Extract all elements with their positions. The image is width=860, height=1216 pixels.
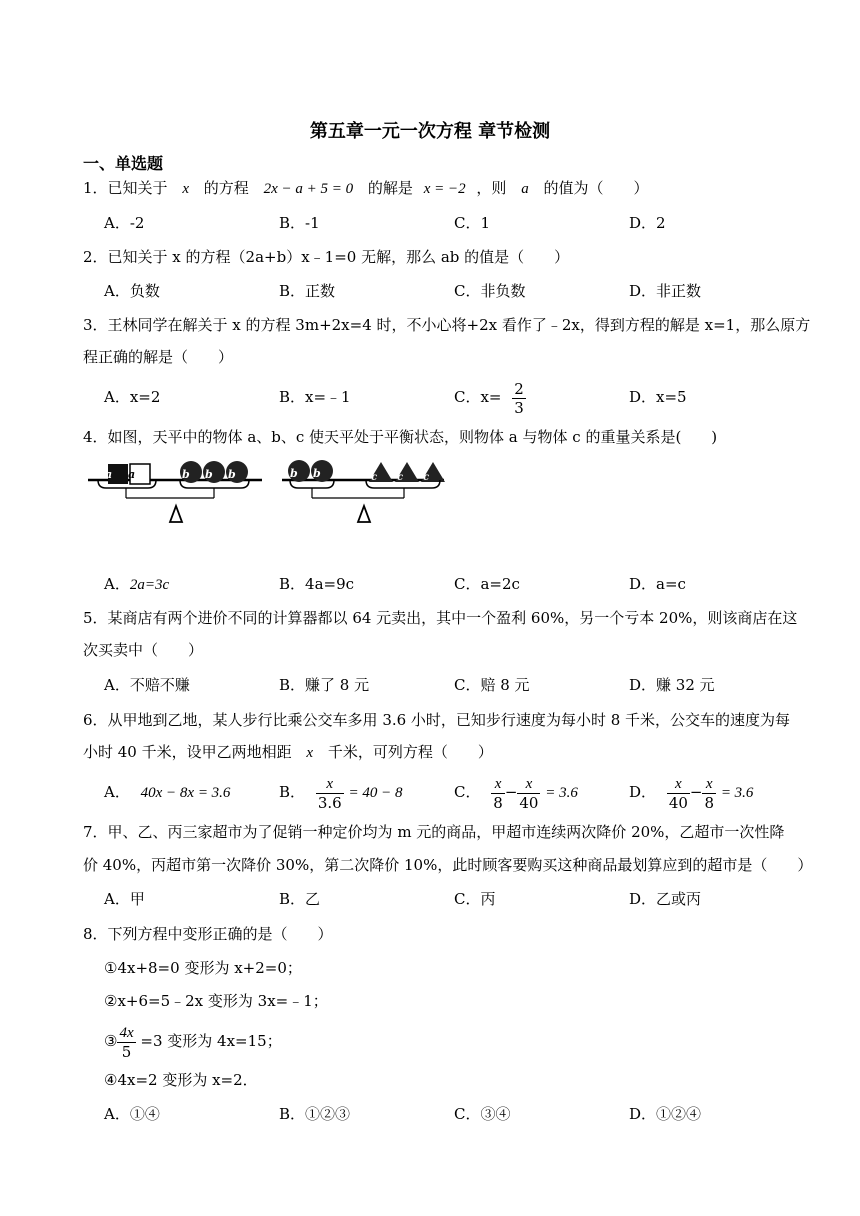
left-balance xyxy=(88,461,262,522)
q6-option-b-rhs: = 40 − 8 xyxy=(348,785,403,801)
q6-option-b xyxy=(279,772,402,813)
q2-option-a: A．负数 xyxy=(104,282,160,300)
q5-option-c: C．赔 8 元 xyxy=(454,676,530,694)
q4-option-c: C．a=2c xyxy=(454,575,520,593)
q3-option-c-label: C．x= xyxy=(454,388,502,406)
right-fulcrum xyxy=(358,506,370,522)
right-balance xyxy=(282,460,445,522)
section-heading: 一、单选题 xyxy=(83,154,164,173)
label-b-3: b xyxy=(228,468,236,481)
q3-option-d: D．x=5 xyxy=(629,388,687,406)
q1-text-e: 的值为（ ） xyxy=(543,179,649,197)
q7-option-c: C．丙 xyxy=(454,890,496,908)
q6-option-d-label: D． xyxy=(629,783,657,801)
q6-option-b-frac xyxy=(316,775,344,812)
q6-option-c-frac-1 xyxy=(491,775,505,812)
label-c-1: c xyxy=(371,472,378,483)
q6-option-a xyxy=(104,782,230,803)
left-fulcrum xyxy=(170,506,182,522)
q6-option-d-frac-2 xyxy=(702,775,716,812)
label-b-1: b xyxy=(182,468,190,481)
q6-d-minus: − xyxy=(689,783,703,801)
q1-solution: x = −2 xyxy=(423,181,466,197)
q6-b-num: x xyxy=(316,775,344,794)
q6-option-c xyxy=(454,772,578,813)
q1-option-c: C．1 xyxy=(454,214,491,232)
q6-d2-num: x xyxy=(702,775,716,794)
label-c-3: c xyxy=(423,472,430,483)
label-a-2: a xyxy=(128,468,136,481)
q3-option-b: B．x=﹣1 xyxy=(279,388,351,406)
q8-s3-text: =3 变形为 4x=15； xyxy=(140,1032,282,1050)
q2-option-b: B．正数 xyxy=(279,282,336,300)
q1-option-d: D．2 xyxy=(629,214,666,232)
q1-text-b: 的方程 xyxy=(203,179,249,197)
question-8: 8．下列方程中变形正确的是（ ） xyxy=(83,925,333,943)
q8-option-b: B．①②③ xyxy=(279,1105,351,1123)
q1-var-a: a xyxy=(521,181,529,197)
q6-c2-den: 40 xyxy=(519,793,539,812)
q3-option-a: A．x=2 xyxy=(104,388,161,406)
q6-d1-den: 40 xyxy=(668,793,688,812)
q6-line2-text-b: 千米，可列方程（ ） xyxy=(327,743,493,761)
label-a-1: a xyxy=(105,468,113,481)
balance-figure xyxy=(86,458,448,530)
q3-fraction xyxy=(512,380,526,417)
label-b-2: b xyxy=(205,468,213,481)
q1-equation: 2x − a + 5 = 0 xyxy=(263,181,354,197)
q8-statement-1: ①4x+8=0 变形为 x+2=0； xyxy=(104,959,302,977)
page-title: 第五章一元一次方程 章节检测 xyxy=(309,121,551,142)
q1-var-x: x xyxy=(182,181,190,197)
q1-number: 1． xyxy=(83,179,108,197)
q8-s3-fraction xyxy=(117,1024,135,1061)
q8-s3-num: 4x xyxy=(119,1024,134,1041)
q7-option-d: D．乙或丙 xyxy=(629,890,702,908)
q6-c1-num: x xyxy=(491,775,505,794)
q8-option-d: D．①②④ xyxy=(629,1105,702,1123)
q5-option-b: B．赚了 8 元 xyxy=(279,676,370,694)
q6-option-d-frac-1 xyxy=(667,775,690,812)
q2-option-d: D．非正数 xyxy=(629,282,702,300)
q7-option-a: A．甲 xyxy=(104,890,145,908)
q4-option-a-label: A． xyxy=(104,575,130,593)
question-2: 2．已知关于 x 的方程（2a+b）x﹣1=0 无解，那么 ab 的值是（ ） xyxy=(83,248,570,266)
q6-option-d-rhs: = 3.6 xyxy=(720,785,754,801)
q6-option-c-rhs: = 3.6 xyxy=(545,785,578,801)
q8-option-a: A．①④ xyxy=(104,1105,160,1123)
q8-statement-2: ②x+6=5﹣2x 变形为 3x=﹣1； xyxy=(104,992,328,1010)
q6-option-c-label: C． xyxy=(454,783,481,801)
q8-s3-marker: ③ xyxy=(104,1032,118,1050)
q1-text-a: 已知关于 xyxy=(107,179,168,197)
question-6-line-2 xyxy=(83,742,493,763)
q3-fraction-num: 2 xyxy=(514,379,524,398)
q1-text-d: ，则 xyxy=(476,179,507,197)
q6-d2-den: 8 xyxy=(704,793,715,812)
question-3-line-2: 程正确的解是（ ） xyxy=(83,348,234,366)
q6-c-minus: − xyxy=(504,783,518,801)
q6-option-d xyxy=(629,772,753,813)
q6-c2-num: x xyxy=(517,775,540,794)
question-4: 4．如图，天平中的物体 a、b、c 使天平处于平衡状态，则物体 a 与物体 c 的重量关系是( ) xyxy=(83,428,718,446)
q8-s3-den: 5 xyxy=(121,1042,132,1061)
q6-c1-den: 8 xyxy=(493,793,503,812)
q8-statement-4: ④4x=2 变形为 x=2． xyxy=(104,1071,258,1089)
question-3-line-1: 3．王林同学在解关于 x 的方程 3m+2x=4 时，不小心将+2x 看作了﹣2x，得到方程的解是 x=1，那么原方 xyxy=(83,316,811,334)
q6-b-den: 3.6 xyxy=(317,793,342,812)
q1-text-c: 的解是 xyxy=(367,179,413,197)
q7-option-b: B．乙 xyxy=(279,890,321,908)
q3-option-c xyxy=(454,378,526,417)
question-6-line-1: 6．从甲地到乙地，某人步行比乘公交车多用 3.6 小时，已知步行速度为每小时 8 千米，公交车的速度为每 xyxy=(83,711,791,729)
q8-option-c: C．③④ xyxy=(454,1105,511,1123)
q5-option-d: D．赚 32 元 xyxy=(629,676,715,694)
q4-option-a xyxy=(104,574,169,595)
question-7-line-2: 价 40%，丙超市第一次降价 30%，第二次降价 10%，此时顾客要购买这种商品最划算应到的超市是（ ） xyxy=(83,856,813,874)
q2-option-c: C．非负数 xyxy=(454,282,526,300)
label-b-4: b xyxy=(290,467,298,480)
q8-statement-3 xyxy=(104,1021,282,1061)
q1-option-b: B．-1 xyxy=(279,214,320,232)
question-7-line-1: 7．甲、乙、丙三家超市为了促销一种定价均为 m 元的商品，甲超市连续两次降价 20%，乙超市一次性降 xyxy=(83,823,785,841)
q4-option-a-expr: 2a=3c xyxy=(129,577,170,593)
q4-option-b: B．4a=9c xyxy=(279,575,355,593)
q6-option-c-frac-2 xyxy=(517,775,540,812)
label-c-2: c xyxy=(397,472,404,483)
q6-option-a-expr: 40x − 8x = 3.6 xyxy=(140,785,231,801)
q6-line2-text-a: 小时 40 千米，设甲乙两地相距 xyxy=(83,743,292,761)
question-5-line-1: 5．某商店有两个进价不同的计算器都以 64 元卖出，其中一个盈利 60%，另一个亏本 20%，则该商店在这 xyxy=(83,609,798,627)
q6-option-b-label: B． xyxy=(279,783,306,801)
q6-var-x: x xyxy=(306,745,314,761)
q6-option-a-label: A． xyxy=(104,783,130,801)
q4-option-d: D．a=c xyxy=(629,575,686,593)
q6-d1-num: x xyxy=(667,775,690,794)
q1-option-a: A．-2 xyxy=(104,214,145,232)
q5-option-a: A．不赔不赚 xyxy=(104,676,190,694)
label-b-5: b xyxy=(313,467,321,480)
question-5-line-2: 次买卖中（ ） xyxy=(83,641,204,659)
question-1 xyxy=(83,178,648,199)
q3-fraction-den: 3 xyxy=(514,398,524,417)
